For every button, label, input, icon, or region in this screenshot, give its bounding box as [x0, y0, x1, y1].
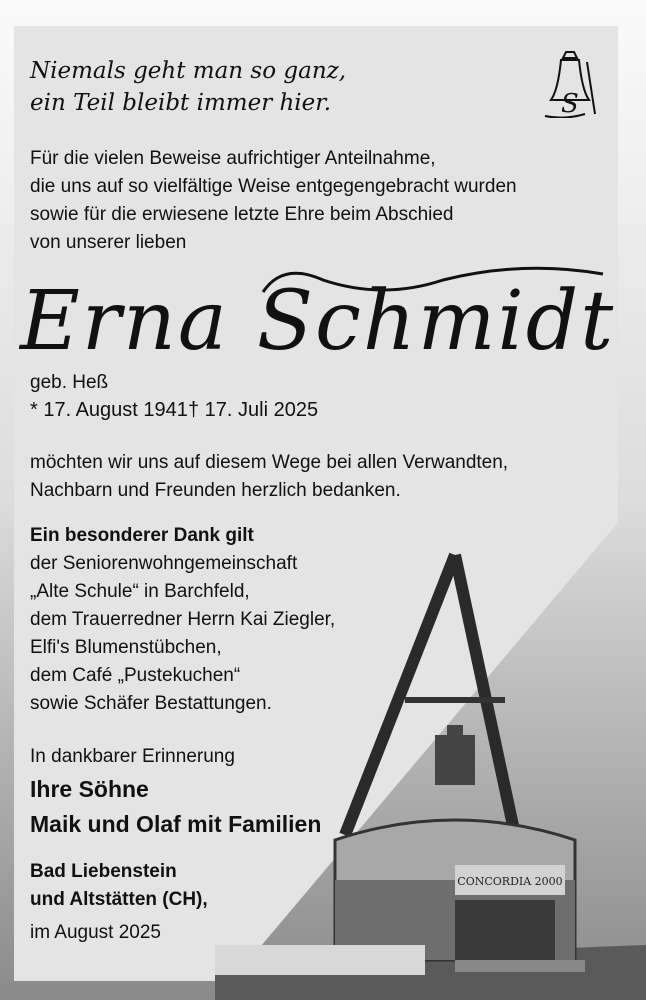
birth-date: * 17. August 1941	[30, 399, 188, 421]
intro-line-2: die uns auf so vielfältige Weise entgegengebracht wurden	[30, 176, 517, 197]
family-line-2: Maik und Olaf mit Familien	[30, 811, 322, 837]
intro-line-4: von unserer lieben	[30, 232, 187, 253]
name-flourish	[258, 262, 608, 302]
death-date: † 17. Juli 2025	[188, 399, 319, 421]
family-line-1: Ihre Söhne	[30, 776, 149, 802]
special-item-1: der Seniorenwohngemeinschaft	[30, 553, 298, 574]
concordia-tower-image	[215, 535, 646, 1000]
birth-name: geb. Heß	[30, 372, 109, 393]
special-heading: Ein besonderer Dank gilt	[30, 525, 254, 546]
bell-logo-icon	[543, 48, 597, 118]
place-line-2: und Altstätten (CH),	[30, 889, 208, 910]
thanks-line-2: Nachbarn und Freunden herzlich bedanken.	[30, 480, 401, 501]
special-item-2: „Alte Schule“ in Barchfeld,	[30, 581, 250, 602]
place-line-1: Bad Liebenstein	[30, 861, 177, 882]
date-line: im August 2025	[30, 922, 161, 943]
intro-line-1: Für die vielen Beweise aufrichtiger Anteilnahme,	[30, 148, 436, 169]
intro-line-3: sowie für die erwiesene letzte Ehre beim Abschied	[30, 204, 454, 225]
deceased-name: Erna Schmidt	[20, 274, 616, 369]
closing-line: In dankbarer Erinnerung	[30, 746, 235, 767]
motto-line-2: ein Teil bleibt immer hier.	[30, 90, 332, 116]
motto-line-1: Niemals geht man so ganz,	[30, 58, 347, 84]
special-item-5: dem Café „Pustekuchen“	[30, 665, 241, 686]
special-item-6: sowie Schäfer Bestattungen.	[30, 693, 272, 714]
logo-letter: S	[561, 89, 579, 118]
special-item-3: dem Trauerredner Herrn Kai Ziegler,	[30, 609, 336, 630]
special-item-4: Elfi's Blumenstübchen,	[30, 637, 222, 658]
thanks-line-1: möchten wir uns auf diesem Wege bei allen Verwandten,	[30, 452, 509, 473]
building-sign: CONCORDIA 2000	[457, 875, 563, 888]
